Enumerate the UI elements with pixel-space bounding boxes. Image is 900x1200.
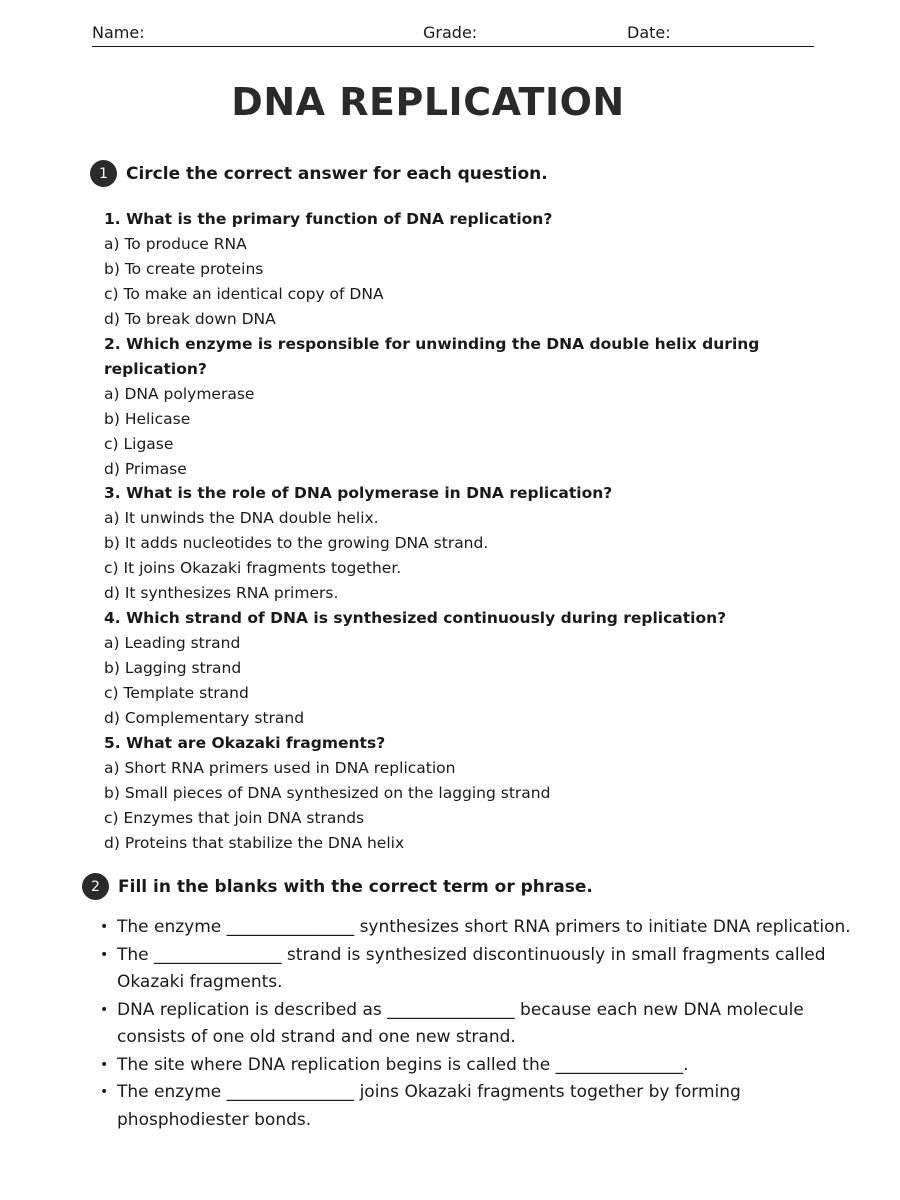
fill-in-blank-item [100, 942, 860, 997]
fill-in-blank-text: The enzyme _______________ synthesizes short RNA primers to initiate DNA replication. [117, 917, 851, 937]
grade-label: Grade: [423, 23, 478, 42]
fill-in-blank-text: The _______________ strand is synthesized discontinuously in small fragments called Okazaki fragments. [117, 944, 826, 992]
answer-option[interactable]: c) To make an identical copy of DNA [104, 284, 384, 303]
bullet-icon: • [100, 1084, 109, 1100]
question-text: 5. What are Okazaki fragments? [104, 734, 386, 753]
answer-option[interactable]: a) It unwinds the DNA double helix. [104, 509, 379, 528]
section-2-instruction: Fill in the blanks with the correct term or phrase. [118, 876, 593, 897]
question-block [104, 332, 864, 482]
page-title: DNA REPLICATION [231, 80, 625, 124]
answer-option[interactable]: a) Leading strand [104, 634, 241, 653]
fill-in-blank-item [100, 1052, 860, 1080]
bullet-icon: • [100, 1001, 109, 1018]
bullet-icon: • [100, 1056, 109, 1073]
answer-option[interactable]: d) It synthesizes RNA primers. [104, 584, 339, 603]
fill-in-blank-text: The site where DNA replication begins is called the _______________. [117, 1054, 689, 1075]
answer-option[interactable]: b) Helicase [104, 409, 191, 428]
section-1-number-badge: 1 [90, 160, 117, 187]
answer-option[interactable]: c) It joins Okazaki fragments together. [104, 559, 402, 578]
answer-option[interactable]: c) Ligase [104, 434, 174, 453]
answer-option[interactable]: c) Enzymes that join DNA strands [104, 808, 365, 827]
fill-in-blank-item [100, 914, 860, 942]
answer-option[interactable]: b) To create proteins [104, 259, 264, 278]
question-block [104, 481, 864, 606]
answer-option[interactable]: b) Small pieces of DNA synthesized on the lagging strand [104, 783, 551, 802]
section-1-instruction: Circle the correct answer for each question. [126, 163, 548, 184]
answer-option[interactable]: b) Lagging strand [104, 659, 242, 678]
answer-option[interactable]: b) It adds nucleotides to the growing DNA strand. [104, 534, 489, 553]
answer-option[interactable]: d) Primase [104, 459, 187, 478]
fill-in-blank-item [100, 997, 860, 1052]
answer-option[interactable]: d) Complementary strand [104, 709, 305, 728]
question-block [104, 606, 864, 731]
bullet-icon: • [100, 919, 109, 935]
fill-in-blank-list [100, 914, 860, 1134]
question-text: 1. What is the primary function of DNA replication? [104, 210, 553, 228]
answer-option[interactable]: c) Template strand [104, 684, 249, 703]
multiple-choice-list [104, 207, 864, 856]
answer-option[interactable]: a) Short RNA primers used in DNA replication [104, 758, 456, 777]
question-text: 2. Which enzyme is responsible for unwinding the DNA double helix during replication? [104, 334, 760, 378]
section-1-heading [90, 160, 548, 187]
fill-in-blank-text: The enzyme _______________ joins Okazaki fragments together by forming phosphodiester bonds. [117, 1082, 741, 1130]
answer-option[interactable]: a) DNA polymerase [104, 384, 255, 403]
question-block [104, 207, 864, 332]
answer-option[interactable]: a) To produce RNA [104, 234, 247, 253]
answer-option[interactable]: d) Proteins that stabilize the DNA helix [104, 833, 405, 852]
fill-in-blank-text: DNA replication is described as _______________ because each new DNA molecule consists of one old strand and one new strand. [117, 999, 804, 1047]
date-label: Date: [627, 23, 671, 42]
question-text: 3. What is the role of DNA polymerase in DNA replication? [104, 484, 613, 503]
section-2-number-badge: 2 [82, 873, 109, 900]
name-label: Name: [92, 23, 145, 42]
bullet-icon: • [100, 946, 109, 963]
section-2-heading [82, 873, 593, 900]
question-text: 4. Which strand of DNA is synthesized continuously during replication? [104, 609, 727, 628]
student-info-header [92, 22, 814, 47]
answer-option[interactable]: d) To break down DNA [104, 309, 276, 328]
fill-in-blank-item [100, 1079, 860, 1134]
question-block [104, 731, 864, 856]
